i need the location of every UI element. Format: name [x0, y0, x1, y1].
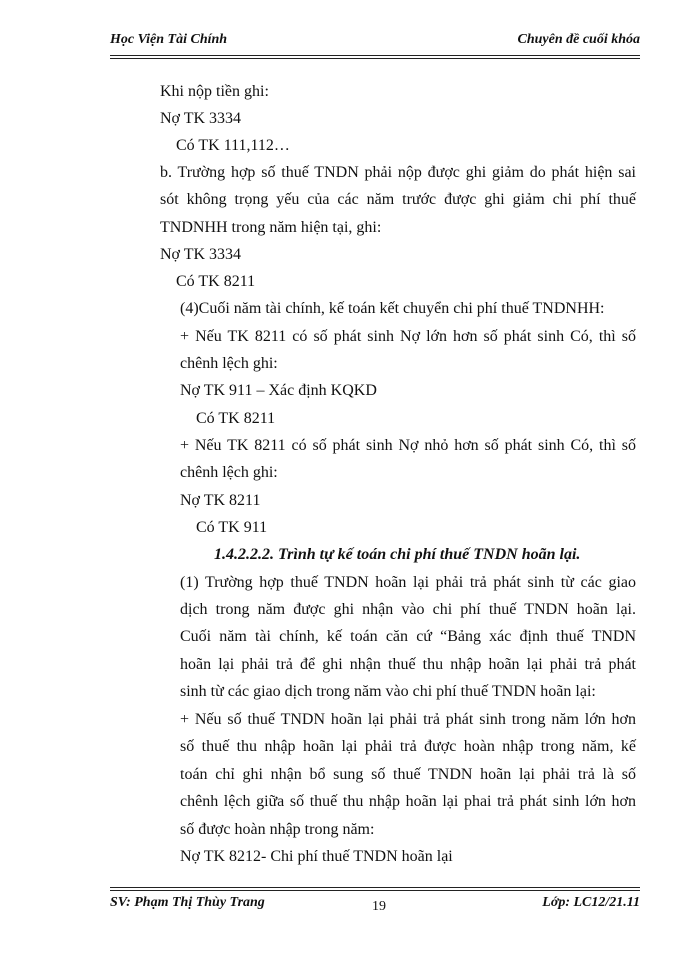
body-line: Nợ TK 3334	[160, 110, 242, 127]
body-line: + Nếu TK 8211 có số phát sinh Nợ lớn hơn số phát sinh Có, thì số	[180, 328, 636, 345]
body-line: + Nếu TK 8211 có số phát sinh Nợ nhỏ hơn số phát sinh Có, thì số	[180, 437, 636, 454]
body-line: chênh lệch giữa số thuế thu nhập hoãn lại phai trả phát sinh lớn hơn	[180, 793, 636, 810]
section-heading: 1.4.2.2.2. Trình tự kế toán chi phí thuế TNDN hoãn lại.	[214, 546, 581, 563]
body-line: TNDNHH trong năm hiện tại, ghi:	[160, 219, 382, 236]
body-line: Cuối năm tài chính, kế toán căn cứ “Bảng xác định thuế TNDN	[180, 628, 636, 645]
body-line: Có TK 911	[196, 519, 268, 536]
body-line: chênh lệch ghi:	[180, 355, 278, 372]
page-number: 19	[372, 899, 386, 914]
body-line: (1) Trường hợp thuế TNDN hoãn lại phải trả phát sinh từ các giao	[180, 574, 636, 591]
footer-student: SV: Phạm Thị Thùy Trang	[110, 895, 265, 910]
body-line: sinh từ các giao dịch trong năm vào chi phí thuế TNDN hoãn lại:	[180, 683, 596, 700]
body-line: Khi nộp tiền ghi:	[160, 83, 269, 100]
page-header	[110, 32, 640, 54]
header-institution: Học Viện Tài Chính	[110, 32, 228, 47]
body-line: Có TK 8211	[196, 410, 276, 427]
body-line: toán chỉ ghi nhận bổ sung số thuế TNDN hoãn lại phải trả là số	[180, 766, 636, 783]
header-rule-thin	[110, 58, 640, 59]
page-footer	[110, 895, 640, 917]
body-line: Nợ TK 3334	[160, 246, 242, 263]
body-line: dịch trong năm được ghi nhận vào chi phí thuế TNDN hoãn lại.	[180, 601, 636, 618]
body-line: Có TK 8211	[176, 273, 256, 290]
body-line: hoãn lại phải trả để ghi nhận thuế thu nhập hoãn lại phải trả phát	[180, 656, 636, 673]
footer-rule	[110, 890, 640, 891]
body-line: (4)Cuối năm tài chính, kế toán kết chuyển chi phí thuế TNDNHH:	[180, 300, 605, 317]
body-line: Nợ TK 8212- Chi phí thuế TNDN hoãn lại	[180, 848, 453, 865]
body-line: Nợ TK 8211	[180, 492, 261, 509]
body-line: số thuế thu nhập hoãn lại phải trả được hoàn nhập trong năm, kế	[180, 738, 636, 755]
footer-rule-thin	[110, 887, 640, 888]
body-line: chênh lệch ghi:	[180, 464, 278, 481]
footer-class: Lớp: LC12/21.11	[542, 895, 640, 910]
body-line: Nợ TK 911 – Xác định KQKD	[180, 382, 377, 399]
body-line: Có TK 111,112…	[176, 137, 290, 154]
body-line: sót không trọng yếu của các năm trước được ghi giảm chi phí thuế	[160, 191, 636, 208]
body-line: + Nếu số thuế TNDN hoãn lại phải trả phát sinh trong năm lớn hơn	[180, 711, 636, 728]
header-title: Chuyên đề cuối khóa	[517, 32, 640, 47]
body-line: số được hoàn nhập trong năm:	[180, 821, 375, 838]
body-line: b. Trường hợp số thuế TNDN phải nộp được ghi giảm do phát hiện sai	[160, 164, 636, 181]
header-rule	[110, 55, 640, 56]
